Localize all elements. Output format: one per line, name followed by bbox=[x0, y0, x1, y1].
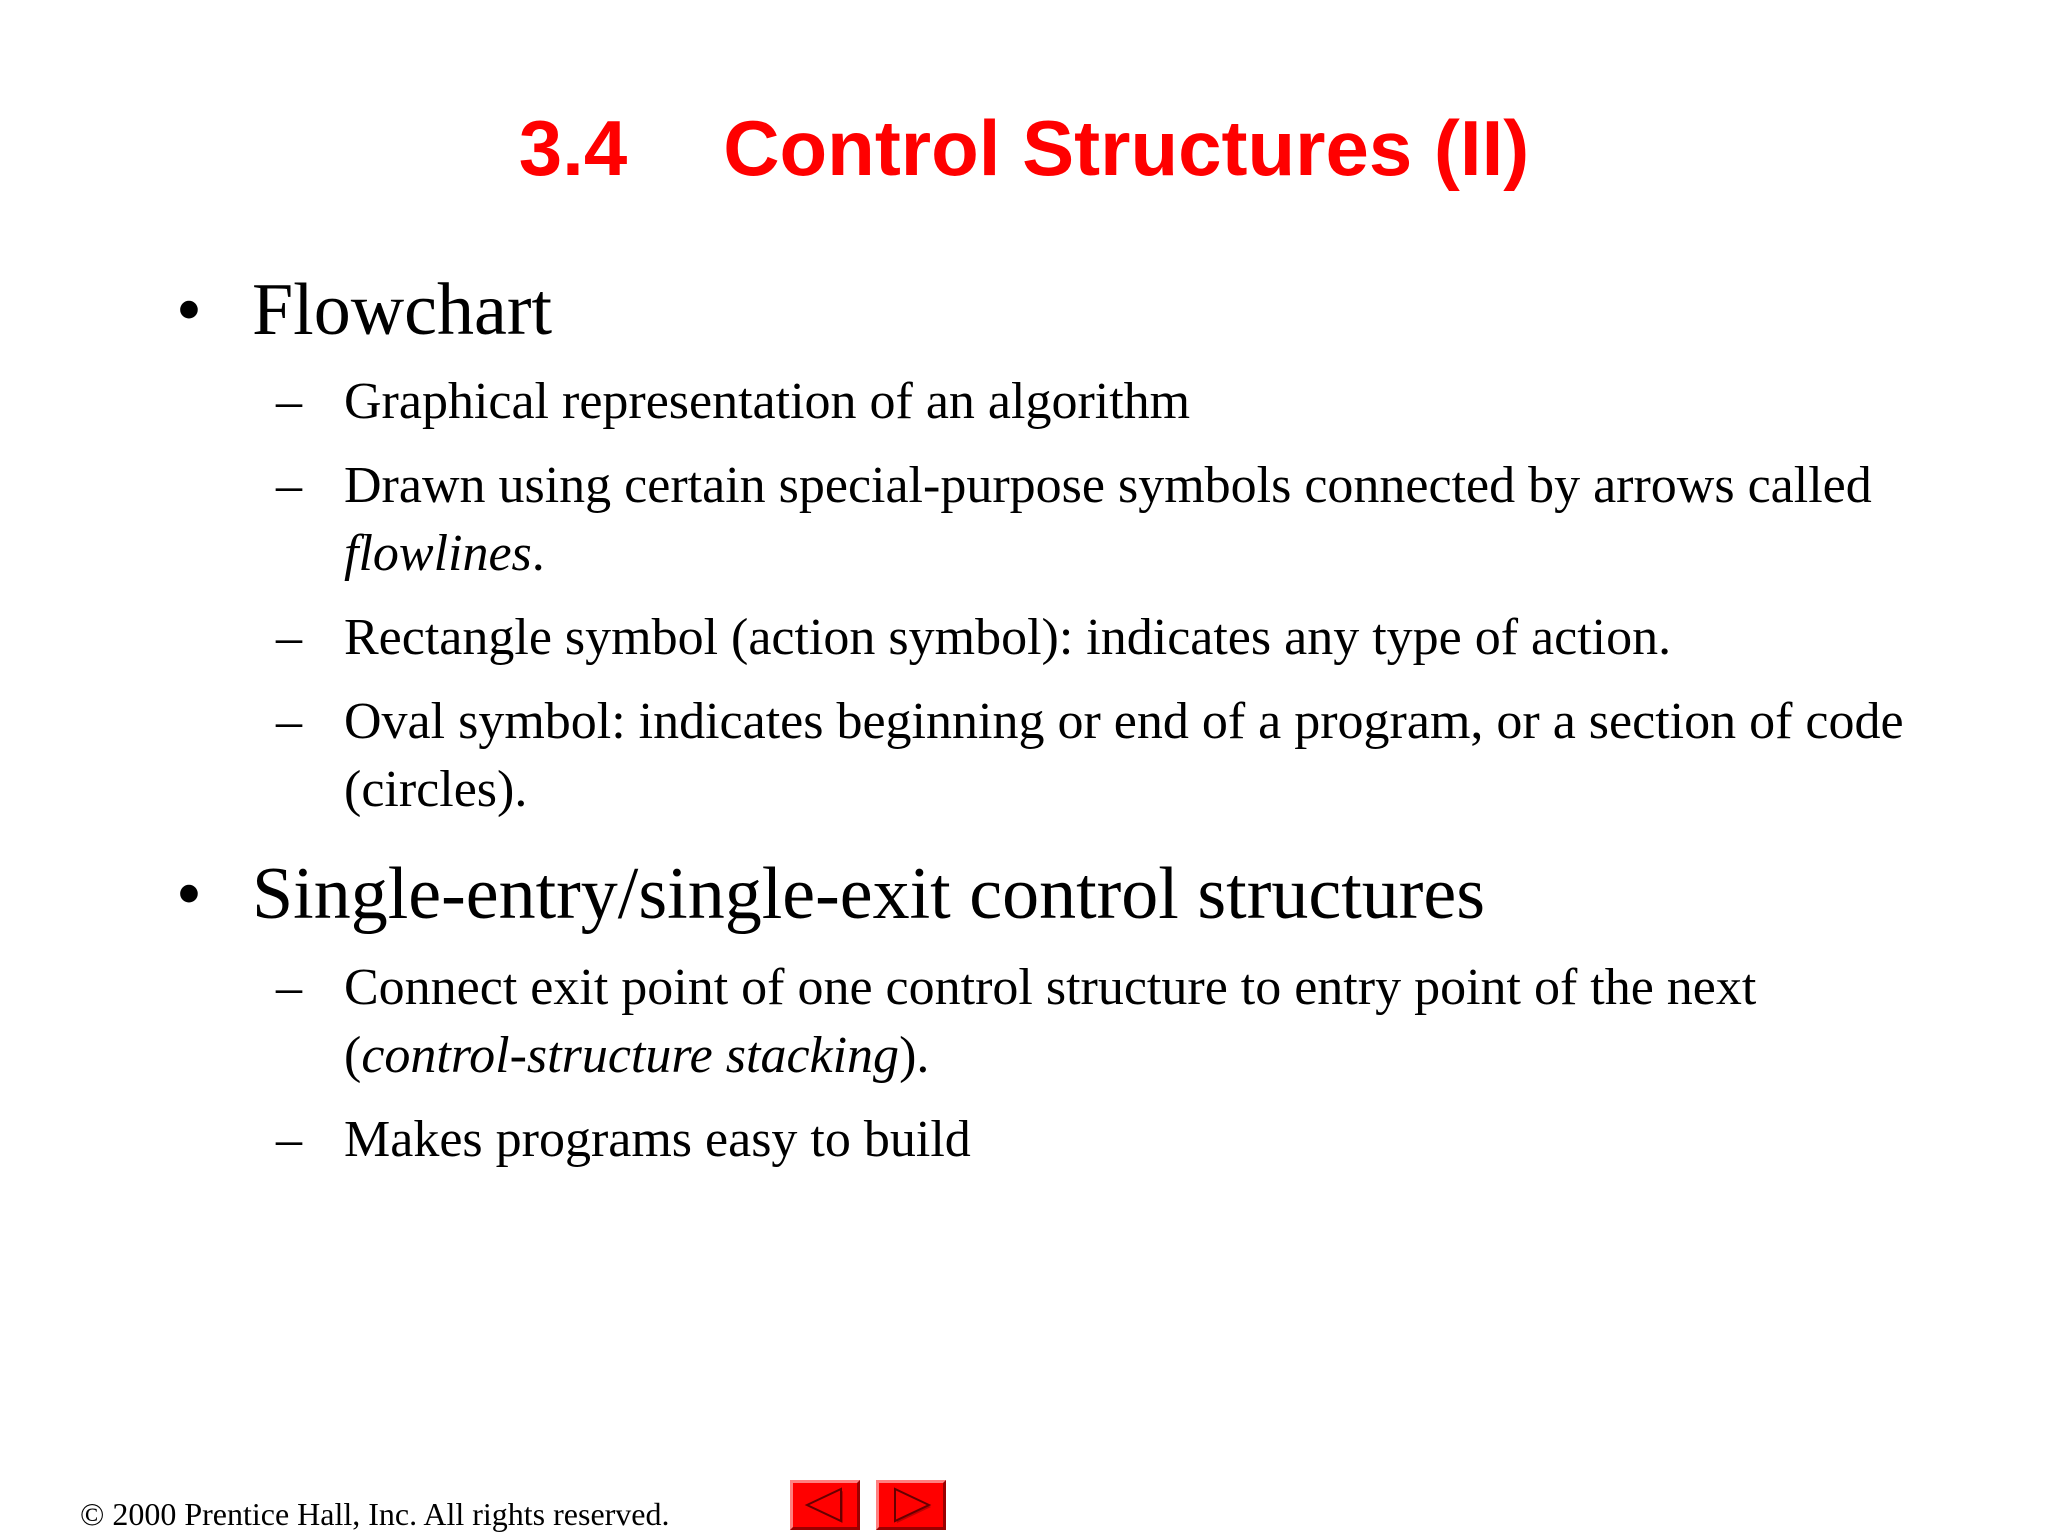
dash-marker: – bbox=[276, 1111, 302, 1168]
subitem-text-after: ). bbox=[899, 1027, 930, 1084]
copyright-footer: © 2000 Prentice Hall, Inc. All rights reserved. bbox=[80, 1496, 670, 1532]
subitem-text-after: . bbox=[531, 525, 545, 582]
subitem-text-italic: control-structure stacking bbox=[361, 1027, 900, 1084]
dash-marker: – bbox=[276, 959, 302, 1016]
previous-slide-button[interactable] bbox=[790, 1480, 860, 1530]
dash-marker: – bbox=[276, 693, 302, 750]
subitem-text-italic: flowlines bbox=[344, 525, 532, 582]
title-number: 3.4 bbox=[518, 104, 628, 192]
subitem-text: Makes programs easy to build bbox=[344, 1111, 971, 1168]
dash-marker: – bbox=[276, 609, 302, 666]
title-text: Control Structures (II) bbox=[723, 104, 1530, 192]
subitem-text bbox=[344, 954, 1924, 1090]
bullet-marker: • bbox=[176, 853, 202, 935]
subitem-text: Graphical representation of an algorithm bbox=[344, 373, 1191, 430]
subitem-text-before: Connect exit point of one control structure to entry point of the next ( bbox=[344, 959, 1757, 1084]
bullet-marker: • bbox=[176, 269, 202, 351]
subitem-text: Oval symbol: indicates beginning or end of a program, or a section of code (circles). bbox=[344, 693, 1904, 818]
dash-marker: – bbox=[276, 373, 302, 430]
subitem-text bbox=[344, 452, 1924, 588]
bullet-text: Single-entry/single-exit control structures bbox=[252, 853, 1486, 935]
subitem-text: Rectangle symbol (action symbol): indicates any type of action. bbox=[344, 609, 1672, 666]
dash-marker: – bbox=[276, 457, 302, 514]
bullet-text: Flowchart bbox=[252, 269, 553, 351]
triangle-right-icon bbox=[879, 1483, 943, 1527]
next-slide-button[interactable] bbox=[876, 1480, 946, 1530]
triangle-left-icon bbox=[793, 1483, 857, 1527]
slide-title bbox=[0, 98, 2048, 198]
subitem-text-before: Drawn using certain special-purpose symbols connected by arrows called bbox=[344, 457, 1872, 514]
